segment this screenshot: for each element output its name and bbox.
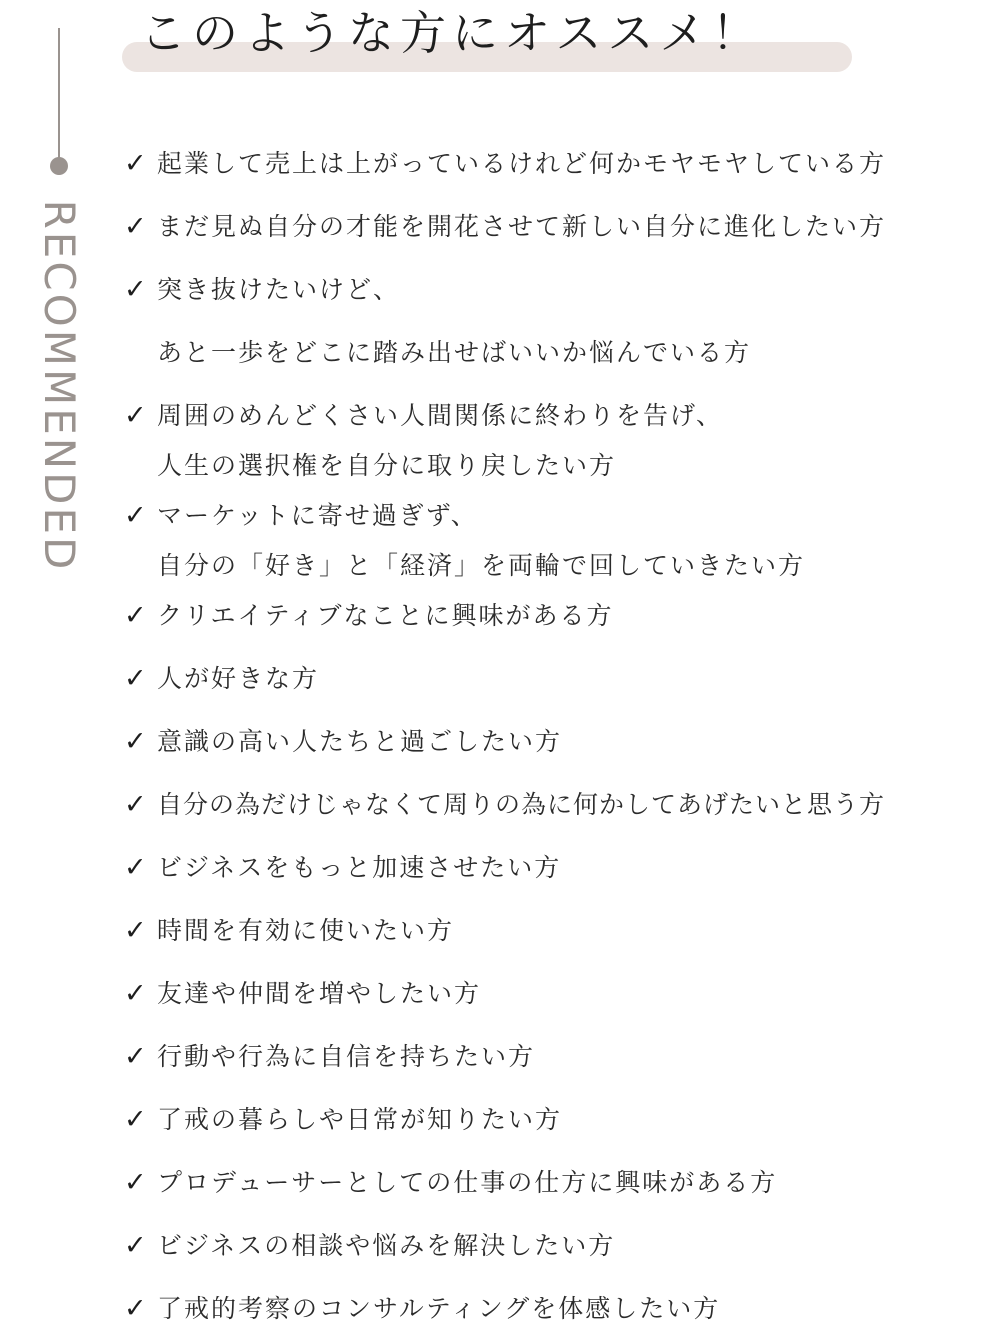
check-icon: ✓: [124, 726, 147, 757]
item-text: 了戒の暮らしや日常が知りたい方: [157, 1105, 563, 1134]
item-text-continued: 自分の「好き」と「経済」を両輪で回していきたい方: [157, 551, 806, 580]
check-icon: ✓: [124, 663, 147, 694]
item-text: クリエイティブなことに興味がある方: [157, 601, 614, 630]
check-icon: ✓: [124, 1293, 147, 1324]
check-icon: ✓: [124, 148, 147, 179]
side-decor-dot: [50, 157, 68, 175]
item-text: ビジネスの相談や悩みを解決したい方: [157, 1231, 616, 1260]
check-icon: ✓: [124, 500, 147, 531]
item-text: 意識の高い人たちと過ごしたい方: [157, 727, 563, 756]
check-icon: ✓: [124, 600, 147, 631]
item-text: マーケットに寄せ過ぎず、: [157, 501, 478, 530]
check-icon: ✓: [124, 789, 147, 820]
check-icon: ✓: [124, 211, 147, 242]
item-text: ビジネスをもっと加速させたい方: [157, 853, 562, 882]
check-icon: ✓: [124, 274, 147, 305]
item-text: 人が好きな方: [157, 664, 320, 693]
side-label-recommended: RECOMMENDED: [35, 199, 84, 573]
item-text: 起業して売上は上がっているけれど何かモヤモヤしている方: [157, 149, 887, 178]
item-text: 突き抜けたいけど、: [157, 275, 401, 304]
check-icon: ✓: [124, 1104, 147, 1135]
check-icon: ✓: [124, 1041, 147, 1072]
item-text-continued: あと一歩をどこに踏み出せばいいか悩んでいる方: [157, 338, 752, 367]
item-text: 自分の為だけじゃなくて周りの為に何かしてあげたいと思う方: [157, 790, 886, 819]
item-text-continued: 人生の選択権を自分に取り戻したい方: [157, 451, 617, 480]
heading-block: [118, 0, 858, 80]
check-icon: ✓: [124, 1230, 147, 1261]
check-icon: ✓: [124, 400, 147, 431]
page-title: このような方にオススメ！: [140, 6, 764, 60]
item-text: 周囲のめんどくさい人間関係に終わりを告げ、: [157, 401, 724, 430]
item-text: まだ見ぬ自分の才能を開花させて新しい自分に進化したい方: [157, 212, 887, 241]
check-icon: ✓: [124, 915, 147, 946]
item-text: 友達や仲間を増やしたい方: [157, 979, 482, 1008]
check-icon: ✓: [124, 978, 147, 1009]
side-decor-line: [58, 28, 60, 164]
item-text: 了戒的考察のコンサルティングを体感したい方: [157, 1294, 721, 1323]
check-icon: ✓: [124, 1167, 147, 1198]
item-text: 時間を有効に使いたい方: [157, 916, 455, 945]
check-icon: ✓: [124, 852, 147, 883]
item-text: 行動や行為に自信を持ちたい方: [157, 1042, 536, 1071]
item-text: プロデューサーとしての仕事の仕方に興味がある方: [157, 1168, 778, 1197]
